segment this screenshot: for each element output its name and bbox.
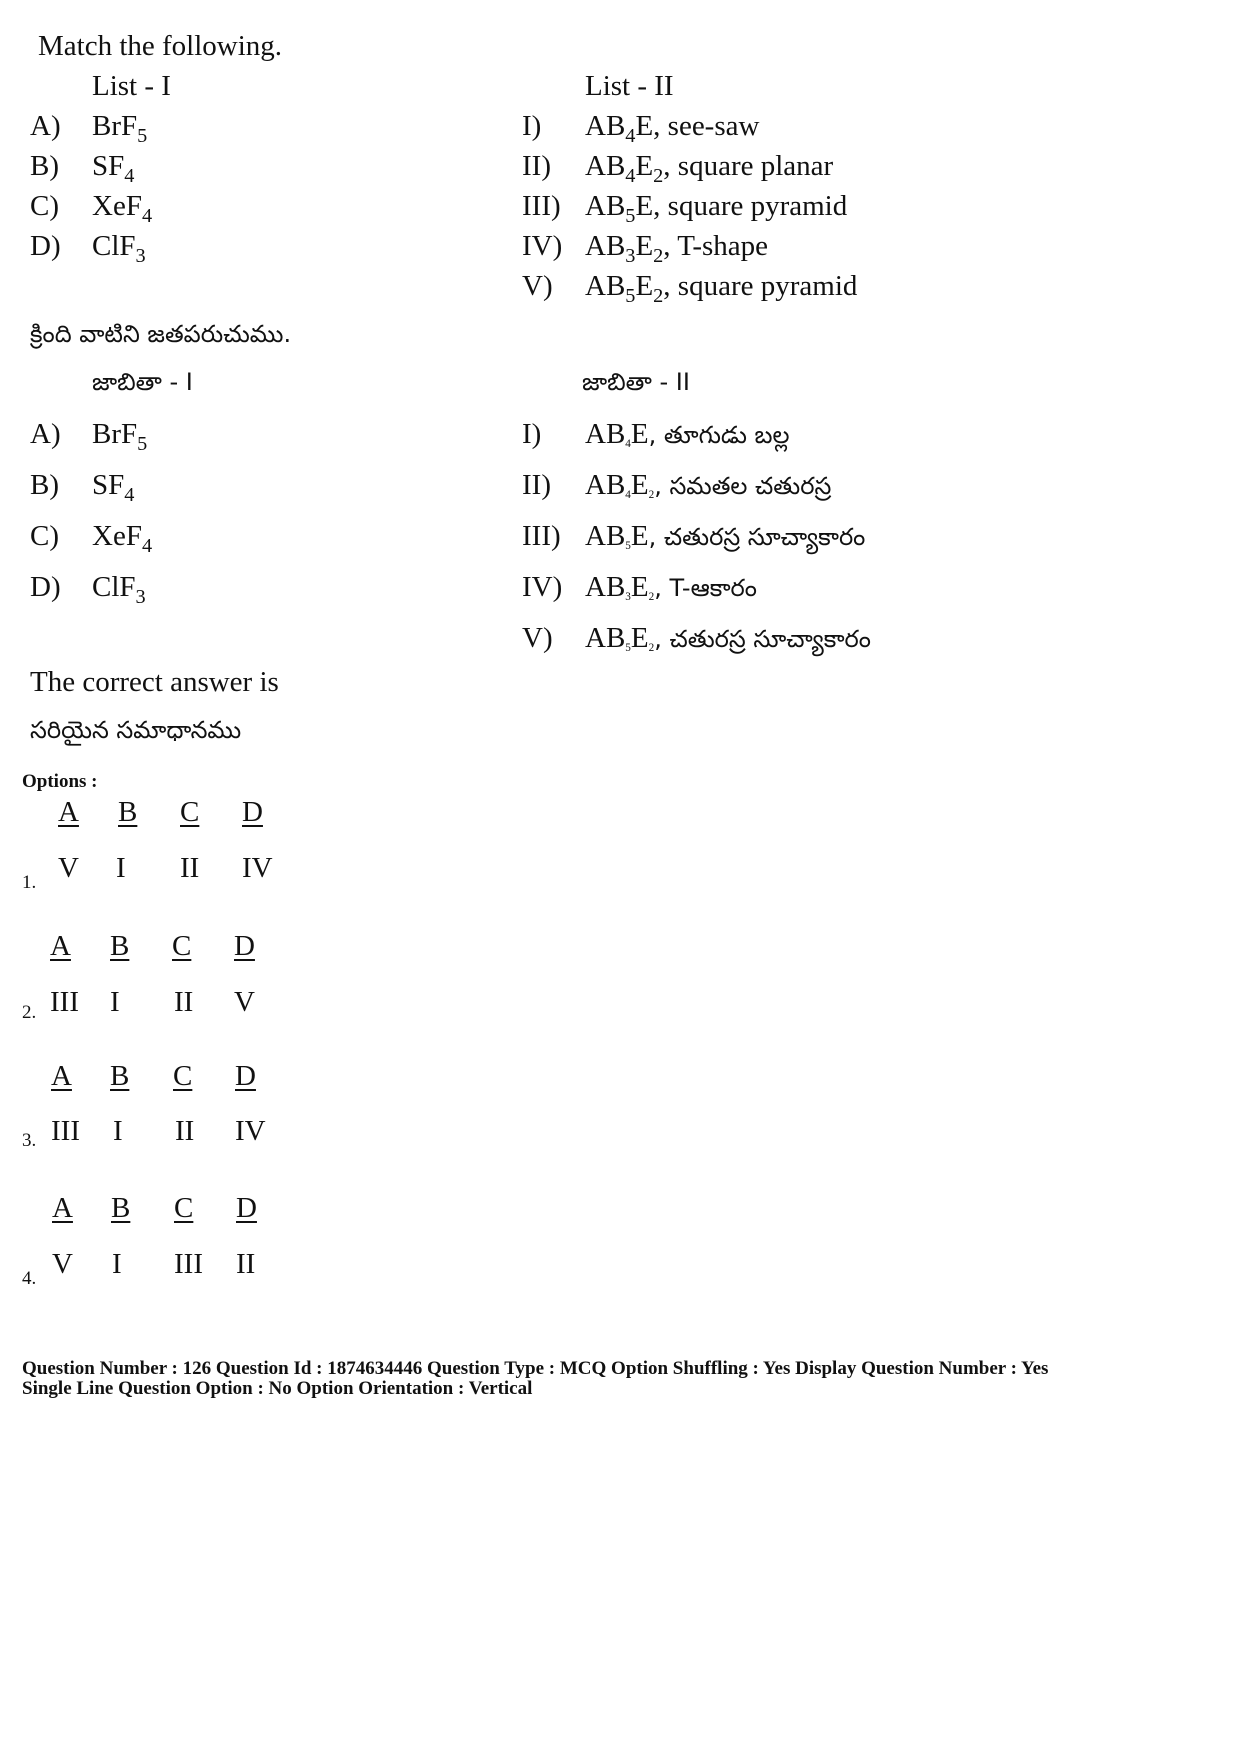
question-meta-line-2: Single Line Question Option : No Option Orientation : Vertical [22,1378,533,1399]
list1-letter: B) [30,150,59,182]
list1-formula: $SF_4$ [92,469,135,507]
option-number: 1. [22,872,37,893]
answer-prompt-telugu: సరియైన సమాధానము [30,716,242,744]
option-col-header: D [234,930,255,962]
option-value: III [174,1248,203,1280]
list2-entry-telugu: $AB_4E_2$, సమతల చతురస్ర [585,469,832,501]
option-col-header: C [180,796,200,828]
list2-roman: IV) [522,230,563,262]
list2-entry: $AB_5E_2$, square pyramid [585,270,858,308]
option-col-header: B [118,796,138,828]
list2-entry-telugu: $AB_3E_2$, T-ఆకారం [585,571,757,603]
list2-entry: $AB_4E$, see-saw [585,110,760,148]
options-label: Options : [22,771,98,792]
list1-letter: C) [30,190,59,222]
option-value: II [174,986,194,1018]
list1-label-telugu: జాబితా - I [92,368,193,396]
option-value: IV [235,1115,266,1147]
list1-label-english: List - I [92,70,171,102]
list2-roman: III) [522,520,561,552]
option-value: I [110,986,120,1018]
list2-roman: IV) [522,571,563,603]
list2-roman: II) [522,150,551,182]
list1-letter: B) [30,469,59,501]
list2-entry: $AB_3E_2$, T-shape [585,230,769,268]
option-value: III [51,1115,80,1147]
list2-entry: $AB_5E$, square pyramid [585,190,848,228]
option-number: 3. [22,1130,37,1151]
option-value: II [236,1248,256,1280]
list2-roman: V) [522,622,553,654]
option-col-header: A [58,796,79,828]
list2-roman: I) [522,418,542,450]
question-meta-line-1: Question Number : 126 Question Id : 1874634446 Question Type : MCQ Option Shuffling : Yes Display Question Number : Yes [22,1358,1049,1379]
option-col-header: B [110,1060,130,1092]
option-col-header: D [242,796,263,828]
option-col-header: A [50,930,71,962]
option-col-header: A [51,1060,72,1092]
list1-letter: D) [30,230,61,262]
option-value: II [180,852,200,884]
list2-label-english: List - II [585,70,674,102]
option-value: I [112,1248,122,1280]
list2-entry: $AB_4E_2$, square planar [585,150,834,188]
heading-english: Match the following. [38,30,283,62]
option-value: I [116,852,126,884]
list1-letter: A) [30,110,61,142]
option-col-header: D [235,1060,256,1092]
list2-entry-telugu: $AB_5E_2$, చతురస్ర సూచ్యాకారం [585,622,871,654]
option-value: III [50,986,79,1018]
list1-formula: BrF$_5$ [92,418,148,456]
option-number: 2. [22,1002,37,1023]
list1-formula: ClF$_3$ [92,571,146,609]
list2-entry-telugu: $AB_5E$, చతురస్ర సూచ్యాకారం [585,520,866,552]
option-col-header: C [174,1192,194,1224]
option-col-header: C [173,1060,193,1092]
list2-roman: I) [522,110,542,142]
list2-roman: III) [522,190,561,222]
list1-letter: C) [30,520,59,552]
heading-telugu: క్రింది వాటిని జతపరుచుము. [30,320,292,348]
list2-roman: II) [522,469,551,501]
list2-entry-telugu: $AB_4E$, తూగుడు బల్ల [585,418,790,450]
option-value: IV [242,852,273,884]
list1-formula: XeF$_4$ [92,520,153,558]
option-value: V [234,986,255,1018]
option-col-header: B [111,1192,131,1224]
list1-letter: D) [30,571,61,603]
list2-label-telugu: జాబితా - II [582,368,690,396]
option-col-header: D [236,1192,257,1224]
option-value: V [58,852,79,884]
option-col-header: C [172,930,192,962]
option-value: V [52,1248,73,1280]
list1-formula: XeF$_4$ [92,190,153,228]
option-value: I [113,1115,123,1147]
option-col-header: B [110,930,130,962]
option-col-header: A [52,1192,73,1224]
option-number: 4. [22,1268,37,1289]
list1-formula: $SF_4$ [92,150,135,188]
option-value: II [175,1115,195,1147]
list2-roman: V) [522,270,553,302]
list1-formula: ClF$_3$ [92,230,146,268]
list1-formula: BrF$_5$ [92,110,148,148]
list1-letter: A) [30,418,61,450]
answer-prompt-english: The correct answer is [30,666,279,698]
